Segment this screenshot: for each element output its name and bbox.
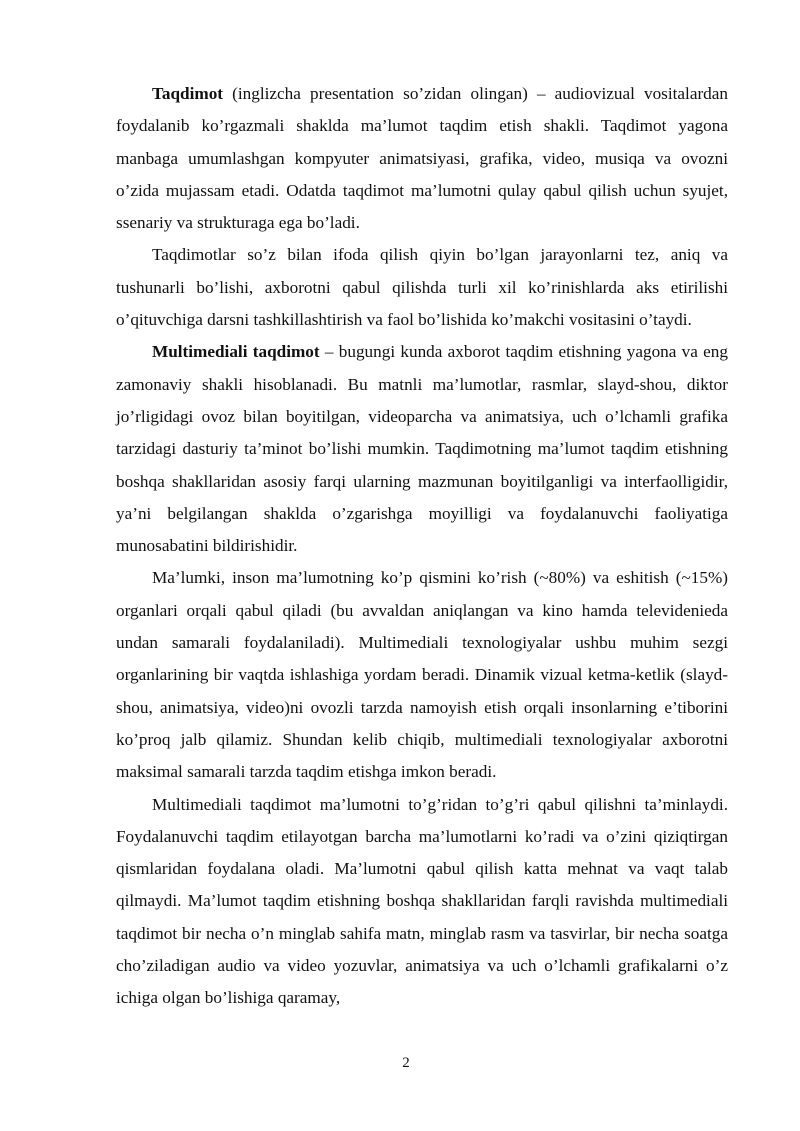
paragraph-text: – bugungi kunda axborot taqdim etishning yagona va eng zamonaviy shakli hisoblanadi. Bu matnli ma’lumotlar, rasmlar, slayd-shou, diktor jo’rligidagi ovoz bilan boyitilgan, videoparcha va animatsiya, uch o’lchamli grafika tarzidagi dasturiy ta’minot bo’lishi mumkin. Taqdimotning ma’lumot taqdim etishning boshqa shakllaridan asosiy farqi ularning mazmunan boyitilganligi va interfaolligidir, ya’ni belgilangan shaklda o’zgarishga moyilligi va foydalanuvchi faoliyatiga munosabatini bildirishidir. (116, 342, 728, 556)
page-number: 2 (402, 1055, 410, 1071)
document-body (116, 78, 728, 1015)
paragraph-multimedia-definition (116, 336, 728, 562)
paragraph-text: Multimediali taqdimot ma’lumotni to’g’ridan to’g’ri qabul qilishni ta’minlaydi. Foydalanuvchi taqdim etilayotgan barcha ma’lumotlarni ko’radi va o’zini qiziqtirgan qismlaridan foydalana oladi. Ma’lumotni qabul qilish katta mehnat va vaqt talab qilmaydi. Ma’lumot taqdim etishning boshqa shakllaridan farqli ravishda multimediali taqdimot bir necha o’n minglab sahifa matn, minglab rasm va tasvirlar, bir necha soatga cho’ziladigan audio va video yozuvlar, animatsiya va uch o’lchamli grafikalarni o’z ichiga olgan bo’lishiga qaramay, (116, 794, 728, 1008)
paragraph-direct-perception (116, 789, 728, 1015)
bold-term-multimediali-taqdimot: Multimediali taqdimot (152, 342, 320, 362)
bold-term-taqdimot: Taqdimot (152, 84, 224, 103)
paragraph-text: (inglizcha presentation so’zidan olingan) – audiovizual vositalardan foydalanib ko’rgazmali shaklda ma’lumot taqdim etish shakli. Taqdimot yagona manbaga umumlashgan kompyuter animatsiyasi, grafika, video, musiqa va ovozni o’zida mujassam etadi. Odatda taqdimot ma’lumotni qulay qabul qilish uchun syujet, ssenariy va strukturaga ega bo’ladi. (116, 84, 728, 233)
paragraph-text: Taqdimotlar so’z bilan ifoda qilish qiyin bo’lgan jarayonlarni tez, aniq va tushunarli bo’lishi, axborotni qabul qilishda turli xil ko’rinishlarda aks etirilishi o’qituvchiga darsni tashkillashtirish va faol bo’lishida ko’makchi vositasini o’taydi. (116, 245, 728, 330)
paragraph-taqdimot-definition (116, 78, 728, 239)
paragraph-text: Ma’lumki, inson ma’lumotning ko’p qismini ko’rish (~80%) va eshitish (~15%) organlari orqali qabul qiladi (bu avvaldan aniqlangan va kino hamda televidenieda undan samarali foydalaniladi). Multimediali texnologiyalar ushbu muhim sezgi organlarining bir vaqtda ishlashiga yordam beradi. Dinamik vizual ketma-ketlik (slayd-shou, animatsiya, video)ni ovozli tarzda namoyish etish orqali insonlarning e’tiborini ko’proq jalb qilamiz. Shundan kelib chiqib, multimediali texnologiyalar axborotni maksimal samarali tarzda taqdim etishga imkon beradi. (116, 568, 728, 782)
paragraph-taqdimot-benefits (116, 239, 728, 336)
paragraph-perception (116, 562, 728, 788)
